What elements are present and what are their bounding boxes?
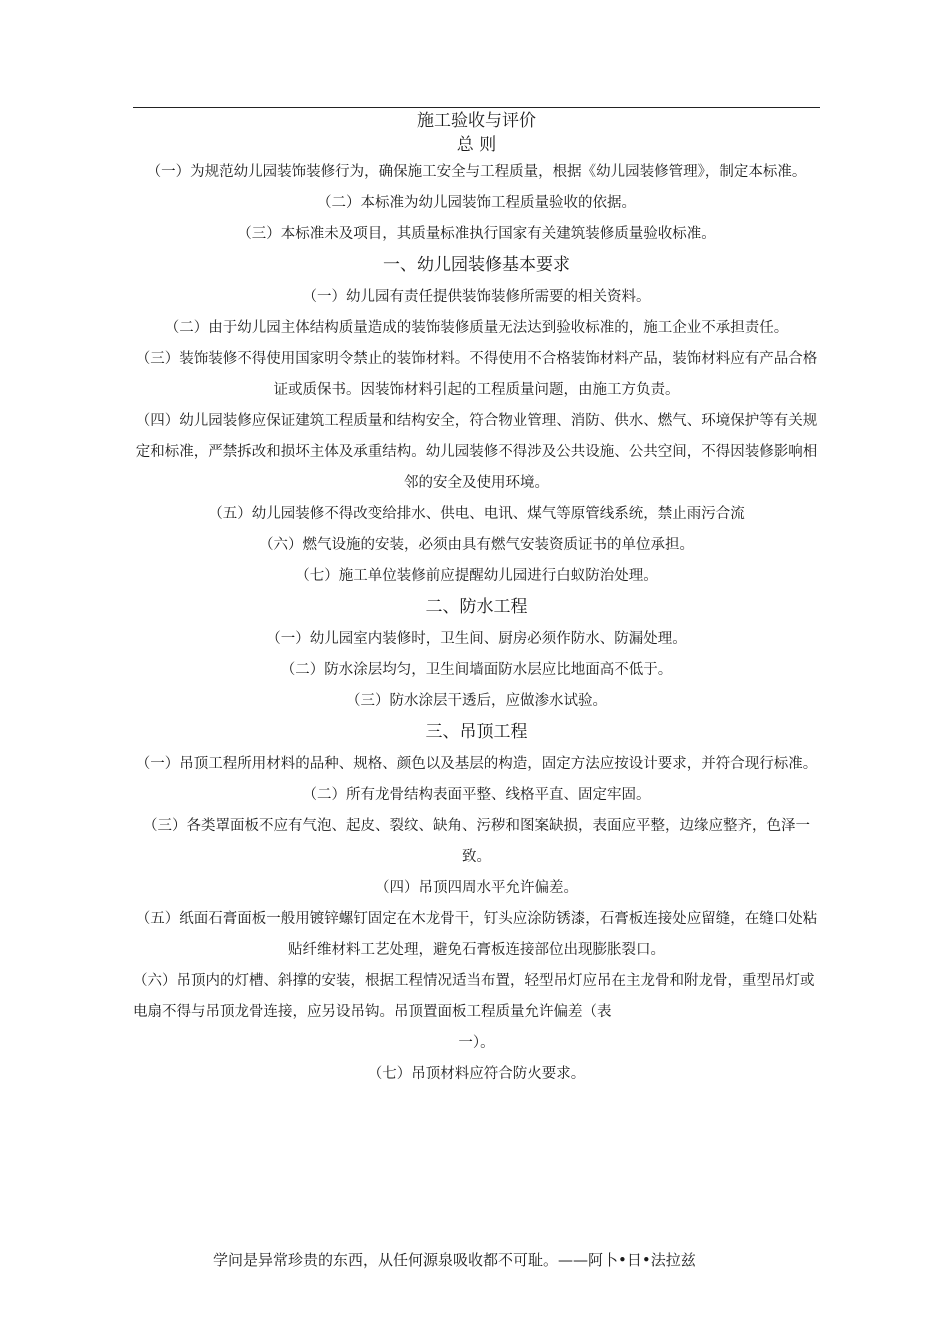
section-2-item-2: （二）防水涂层均匀，卫生间墙面防水层应比地面高不低于。: [280, 662, 673, 678]
general-heading: 总 则: [456, 135, 497, 155]
section-1-item-6: （六）燃气设施的安装，必须由具有燃气安装资质证书的单位承担。: [259, 537, 694, 553]
section-2-heading: 二、防水工程: [425, 597, 528, 617]
section-1-item-3: （三）装饰装修不得使用国家明令禁止的装饰材料。不得使用不合格装饰材料产品，装饰材料应有产品合格证或质保书。因装饰材料引起的工程质量问题，由施工方负责。: [135, 351, 818, 398]
document-page: [133, 109, 820, 1090]
section-1-item-5: （五）幼儿园装修不得改变给排水、供电、电讯、煤气等原管线系统，禁止雨污合流: [208, 506, 745, 522]
section-3-item-6: （六）吊顶内的灯槽、斜撑的安装，根据工程情况适当布置，轻型吊灯应吊在主龙骨和附龙骨，重型吊灯或电扇不得与吊顶龙骨连接，应另设吊钩。吊顶置面板工程质量允许偏差（表: [133, 973, 815, 1020]
section-2-item-3: （三）防水涂层干透后，应做渗水试验。: [346, 693, 607, 709]
section-3-item-3: （三）各类罩面板不应有气泡、起皮、裂纹、缺角、污秽和图案缺损，表面应平整，边缘应整齐，色泽一致。: [143, 818, 810, 865]
general-item-2: （二）本标准为幼儿园装饰工程质量验收的依据。: [317, 195, 636, 211]
general-item-1: （一）为规范幼儿园装饰装修行为，确保施工安全与工程质量，根据《幼儿园装修管理》，制定本标准。: [146, 164, 807, 180]
header-rule: [133, 107, 820, 108]
general-item-3: （三）本标准未及项目，其质量标准执行国家有关建筑装修质量验收标准。: [237, 226, 716, 242]
doc-title: 施工验收与评价: [417, 111, 536, 131]
section-3-item-1: （一）吊顶工程所用材料的品种、规格、颜色以及基层的构造，固定方法应按设计要求，并符合现行标准。: [135, 756, 818, 772]
section-3-item-7: （七）吊顶材料应符合防火要求。: [367, 1066, 586, 1082]
footer-quote: 学问是异常珍贵的东西，从任何源泉吸收都不可耻。——阿卜•日•法拉兹: [213, 1251, 696, 1269]
section-3-item-6-tail: 一）。: [458, 1035, 495, 1051]
section-2-item-1: （一）幼儿园室内装修时，卫生间、厨房必须作防水、防漏处理。: [266, 631, 687, 647]
section-3-item-2: （二）所有龙骨结构表面平整、线格平直、固定牢固。: [302, 787, 651, 803]
section-1-item-1: （一）幼儿园有责任提供装饰装修所需要的相关资料。: [302, 289, 651, 305]
section-3-item-5: （五）纸面石膏面板一般用镀锌螺钉固定在木龙骨干，钉头应涂防锈漆，石膏板连接处应留缝，在缝口处粘贴纤维材料工艺处理，避免石膏板连接部位出现膨胀裂口。: [135, 911, 818, 958]
section-1-item-7: （七）施工单位装修前应提醒幼儿园进行白蚁防治处理。: [295, 568, 658, 584]
section-1-item-4: （四）幼儿园装修应保证建筑工程质量和结构安全，符合物业管理、消防、供水、燃气、环境保护等有关规定和标准，严禁拆改和损坏主体及承重结构。幼儿园装修不得涉及公共设施、公共空间，不得因装修影响相邻的安全及使用环境。: [135, 413, 818, 491]
section-3-heading: 三、吊顶工程: [425, 722, 528, 742]
section-1-item-2: （二）由于幼儿园主体结构质量造成的装饰装修质量无法达到验收标准的，施工企业不承担责任。: [164, 320, 789, 336]
section-3-item-4: （四）吊顶四周水平允许偏差。: [375, 880, 578, 896]
section-1-heading: 一、幼儿园装修基本要求: [383, 255, 570, 275]
